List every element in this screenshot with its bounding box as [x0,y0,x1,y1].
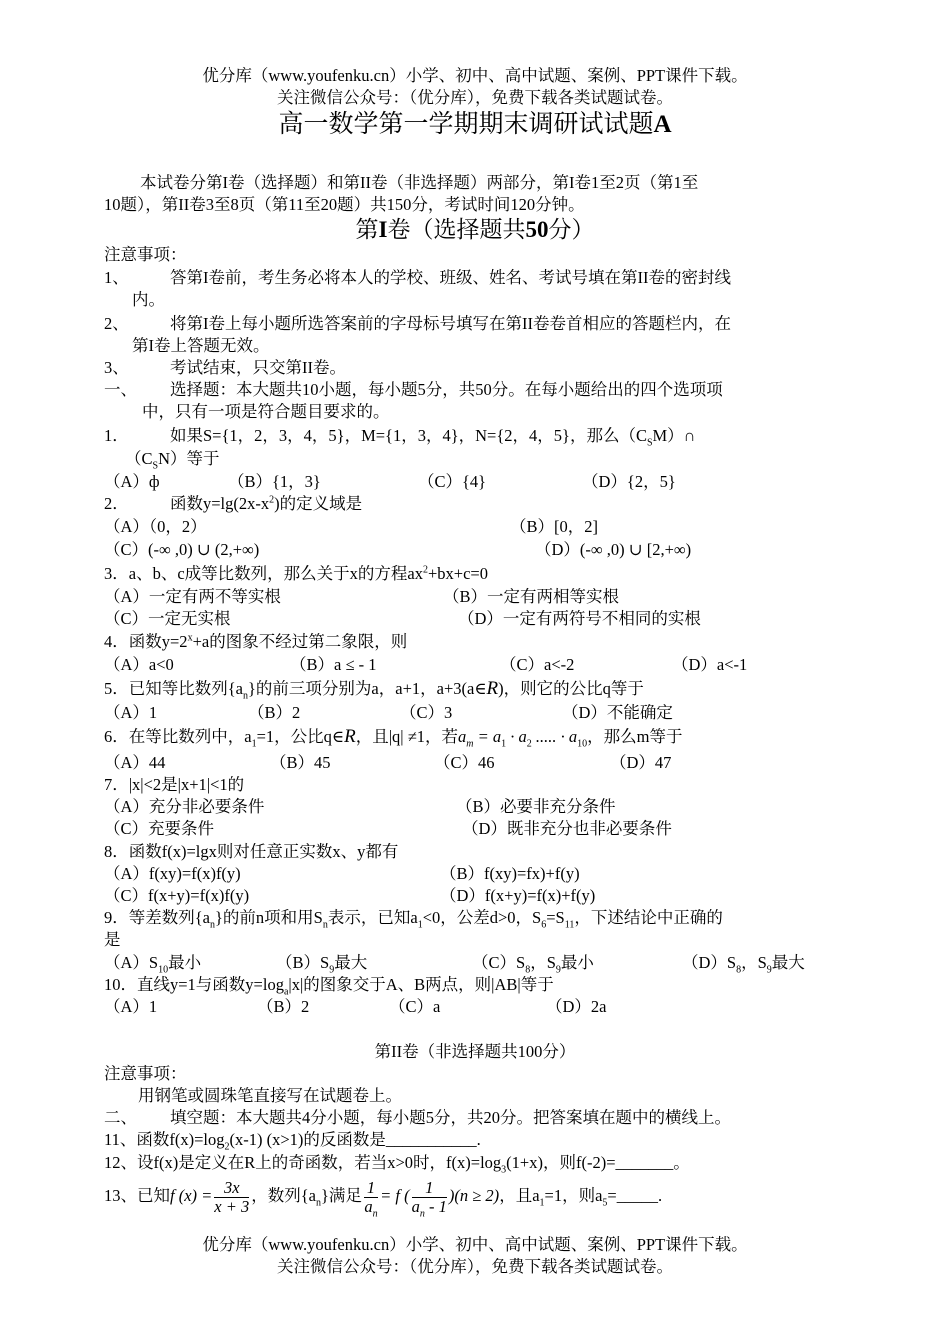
sec1-text: 选择题：本大题共10小题，每小题5分，共50分。在每小题给出的四个选项项 [170,380,723,399]
notice-1-text: 答第I卷前，考生务必将本人的学校、班级、姓名、考试号填在第II卷的密封线 [170,268,731,287]
q4-option-c: （C）a<-2 [500,655,575,674]
q2-option-a: （A）（0，2） [104,517,207,536]
q9-cs2: 9 [555,964,561,976]
q2-option-b: （B）[0，2] [510,517,598,536]
q4-t1: 4．函数y=2 [104,632,188,651]
q10-text [104,975,554,998]
header-line-1: 优分库（www.youfenku.cn）小学、初中、高中试题、案例、PPT课件下载。 [202,66,748,85]
q12-blank[interactable]: _______ [615,1153,674,1172]
sec1-num: 一、 [104,380,137,399]
notice-3-num: 3、 [104,358,129,377]
q3-option-c: （C）一定无实根 [104,609,231,628]
q13-sub3: 5 [602,1197,608,1209]
q6-s2: 2 [526,738,532,750]
q13-frac3-num: 1 [412,1179,447,1198]
q9-a2: 最小 [168,953,202,972]
q1-l2b: N）等于 [158,449,220,468]
q9-c2: ，S [530,953,556,972]
intro-line-1: 本试卷分第I卷（选择题）和第II卷（非选择题）两部分，第I卷1至2页（第1至 [140,173,699,192]
q9-c3: 最小 [560,953,594,972]
q13-d1: a [364,1196,373,1216]
q13-g: . [657,1186,663,1205]
q5-text [104,678,644,702]
q12-text [104,1153,690,1176]
sec1-cont: 中，只有一项是符合题目要求的。 [142,402,390,421]
q3-t1: 3．a、b、c成等比数列，那么关于x的方程ax [104,564,423,583]
q11-text [104,1130,481,1153]
q9-sub3: 1 [417,919,423,931]
q10-sub: a [283,986,289,998]
q4-text [104,632,407,652]
q2-t1: 函数y=lg(2x-x [170,494,270,513]
q1-t2: M）∩ [652,426,696,445]
q11-b: (x-1) (x>1)的反函数是 [229,1130,386,1149]
q6-s1: 1 [501,738,507,750]
q9-b2: 最大 [334,953,368,972]
q13-d2s: n [419,1208,425,1220]
q6-r: R [344,726,356,747]
q10-option-d: （D）2a [546,997,607,1016]
q6-option-b: （B）45 [270,753,331,772]
q10-option-a: （A）1 [104,997,158,1016]
q6-am: a [458,727,467,746]
q4-option-d: （D）a<-1 [672,655,748,674]
q9-cont: 是 [104,930,121,949]
q7-option-b: （B）必要非充分条件 [456,797,616,816]
q1-t1: 如果S={1，2，3，4，5}，M={1，3，4}，N={2，4，5}，那么（C [170,426,647,445]
notice-2-text: 将第I卷上每小题所选答案前的字母标号填写在第II卷卷首相应的答题栏内，在 [170,314,731,333]
q8-option-a: （A）f(xy)=f(x)f(y) [104,864,241,883]
part1-c: 卷（选择题共 [387,217,526,242]
q5-t3: )，则它的公比q等于 [498,679,644,698]
q12-b: (1+x)，则f(-2)= [506,1153,616,1172]
q2-text [170,494,362,514]
notice-1-num: 1、 [104,268,129,287]
q13-f: = [607,1186,617,1205]
q1-option-a: （A）ф [104,472,160,491]
q3-text [104,564,488,584]
q8-option-d: （D）f(x+y)=f(x)+f(y) [440,886,596,905]
q5-sub: n [243,690,248,702]
q3-sup: 2 [422,564,428,576]
q13-d2: a [411,1196,420,1216]
q13-frac1-num: 3x [214,1179,249,1198]
q13-c: }满足 [321,1186,362,1205]
q13-frac2 [364,1177,378,1220]
q13-d1s: n [372,1208,378,1220]
q9-f: ，下述结论中正确的 [574,908,723,927]
q5-t2: }的前三项分别为a，a+1，a+3(a∈ [248,679,487,698]
q13-sub2: 1 [539,1197,545,1209]
q11-blank[interactable]: ___________ [385,1130,477,1149]
part1-b: I [378,217,388,242]
q1-l2a: （C [125,449,153,468]
q10-a: 10．直线y=1与函数y=log [104,975,284,994]
q1-text [170,426,696,449]
notice-2-num: 2、 [104,314,129,333]
q13-blank[interactable]: _____ [616,1186,658,1205]
q13-b: ，数列{a [251,1186,316,1205]
q2-t2: )的定义域是 [274,494,363,513]
q9-a1: （A）S [104,953,159,972]
title-letter: A [653,111,672,138]
q7-option-d: （D）既非充分也非必要条件 [462,819,672,838]
notice-heading: 注意事项： [104,245,187,264]
notice-2-cont: 第I卷上答题无效。 [132,336,270,355]
notice-1-cont: 内。 [132,290,165,309]
q10-option-c: （C）a [389,997,441,1016]
q6-dots: ..... · a [531,727,578,746]
q7-option-c: （C）充要条件 [104,819,215,838]
part1-e: 分） [548,217,595,242]
q9-sub: n [210,919,215,931]
q1-option-b: （B）{1，3} [228,472,321,491]
q13-cond: )(n ≥ 2) [448,1186,500,1205]
q4-option-a: （A）a<0 [104,655,174,674]
q6-sub: 1 [251,738,257,750]
q6-eq: = a [473,727,502,746]
q9-d2: ，S [741,953,767,972]
q5-option-b: （B）2 [248,703,301,722]
q5-option-a: （A）1 [104,703,158,722]
q13-a: 13、已知 [104,1186,170,1205]
q1-s1: S [646,437,653,449]
q1-num: 1． [104,426,129,445]
q9-sub4: 6 [541,919,547,931]
q13-frac2-den [364,1196,378,1220]
q13-d2t: - 1 [424,1196,447,1216]
q8-option-c: （C）f(x+y)=f(x)f(y) [104,886,250,905]
q9-d1: （D）S [682,953,737,972]
q2-option-c: （C）(-∞ ,0) ∪ (2,+∞) [104,540,260,559]
q9-c1: （C）S [472,953,526,972]
q2-num: 2． [104,494,129,513]
page-title [0,110,950,140]
q8-text: 8．函数f(x)=lgx则对任意正实数x、y都有 [104,842,399,861]
q6-t4: ，那么m等于 [587,727,683,746]
q12-a: 12、设f(x)是定义在R上的奇函数，若当x>0时，f(x)=log [104,1153,502,1172]
q1-option-c: （C）{4} [418,472,487,491]
q1-cont [125,449,220,472]
sec2-text: 填空题：本大题共4分小题，每小题5分，共20分。把答案填在题中的横线上。 [170,1108,731,1127]
q6-amsub: m [466,738,474,750]
q9-option-b [276,953,368,976]
q6-t1: 6．在等比数列中，a [104,727,252,746]
q9-ds2: 9 [766,964,772,976]
q9-as: 10 [158,964,169,976]
q9-b1: （B）S [276,953,330,972]
title-main: 高一数学第一学期期末调研试试题 [278,111,654,138]
q13-text [104,1176,663,1220]
q5-r: R [486,678,499,699]
notice2-heading: 注意事项： [104,1064,187,1083]
footer-line-1: 优分库（www.youfenku.cn）小学、初中、高中试题、案例、PPT课件下载。 [202,1235,748,1254]
q2-sup: 2 [269,494,275,506]
q4-option-b: （B）a ≤ - 1 [290,655,377,674]
q13-frac3 [411,1177,447,1220]
q9-ds: 8 [736,964,742,976]
part2-heading: 第II卷（非选择题共100分） [374,1042,576,1061]
q11-sub: 2 [224,1141,230,1153]
q13-frac1-den: x + 3 [214,1196,250,1216]
q13-d: ，且a [499,1186,540,1205]
q6-option-a: （A）44 [104,753,166,772]
q4-sup: x [187,632,193,644]
q10-b: |x|的图象交于A、B两点，则|AB|等于 [288,975,554,994]
q7-text: 7．|x|<2是|x+1|<1的 [104,775,245,794]
q6-option-d: （D）47 [610,753,672,772]
sec2-num: 二、 [104,1108,137,1127]
q8-option-b: （B）f(xy)=fx)+f(y) [440,864,580,883]
q3-option-d: （D）一定有两符号不相同的实根 [458,609,701,628]
q13-sub: n [316,1197,321,1209]
q13-frac1 [214,1179,249,1216]
q6-t3: ，且|q| ≠1，若 [355,727,459,746]
q9-a: 9．等差数列{a [104,908,210,927]
q9-sub2: n [322,919,328,931]
q7-option-a: （A）充分非必要条件 [104,797,265,816]
q3-option-b: （B）一定有两相等实根 [443,587,620,606]
q9-sub5: 11 [564,919,575,931]
q3-option-a: （A）一定有两不等实根 [104,587,281,606]
intro-line-2: 10题），第II卷3至8页（第11至20题）共150分，考试时间120分钟。 [104,195,585,214]
q5-option-c: （C）3 [400,703,453,722]
notice2-text: 用钢笔或圆珠笔直接写在试题卷上。 [138,1086,402,1105]
q9-bs: 9 [329,964,335,976]
q6-s10: 10 [577,738,588,750]
q9-text [104,908,723,931]
q12-c: 。 [673,1153,690,1172]
q5-option-d: （D）不能确定 [562,703,673,722]
q11-c: . [476,1130,481,1149]
q2-option-d: （D）(-∞ ,0) ∪ [2,+∞) [535,540,692,559]
notice-3-text: 考试结束，只交第II卷。 [170,358,346,377]
q9-c: 表示，已知a [327,908,418,927]
q11-a: 11、函数f(x)=log [104,1130,225,1149]
q9-option-c [472,953,594,976]
part1-heading [0,216,950,244]
q9-d3: 最大 [771,953,805,972]
q4-t2: +a的图象不经过第二象限，则 [192,632,408,651]
q9-b: }的前n项和用S [215,908,323,927]
q13-frac3-den [411,1196,447,1220]
footer-line-2: 关注微信公众号：（优分库），免费下载各类试题试卷。 [277,1257,673,1276]
q6-dot1: · a [506,727,527,746]
q9-option-d [682,953,805,976]
q13-frac2-num: 1 [364,1179,378,1198]
q9-cs: 8 [525,964,531,976]
q13-fx: f (x) = [170,1186,213,1205]
part1-a: 第 [355,217,379,242]
q1-s2: S [152,460,159,472]
q9-option-a [104,953,202,976]
q5-t1: 5．已知等比数列{a [104,679,243,698]
q13-e: =1，则a [544,1186,603,1205]
q10-option-b: （B）2 [257,997,310,1016]
q9-d: <0，公差d>0，S [422,908,542,927]
q6-text [104,726,683,750]
q6-t2: =1，公比q∈ [256,727,345,746]
q12-sub: 3 [501,1164,507,1176]
part1-d: 50 [525,217,549,242]
q13-eq: = f ( [380,1186,410,1205]
q9-e: =S [546,908,565,927]
q1-option-d: （D）{2，5} [582,472,676,491]
header-line-2: 关注微信公众号：（优分库），免费下载各类试题试卷。 [277,88,673,107]
q3-t2: +bx+c=0 [427,564,488,583]
q6-option-c: （C）46 [434,753,495,772]
